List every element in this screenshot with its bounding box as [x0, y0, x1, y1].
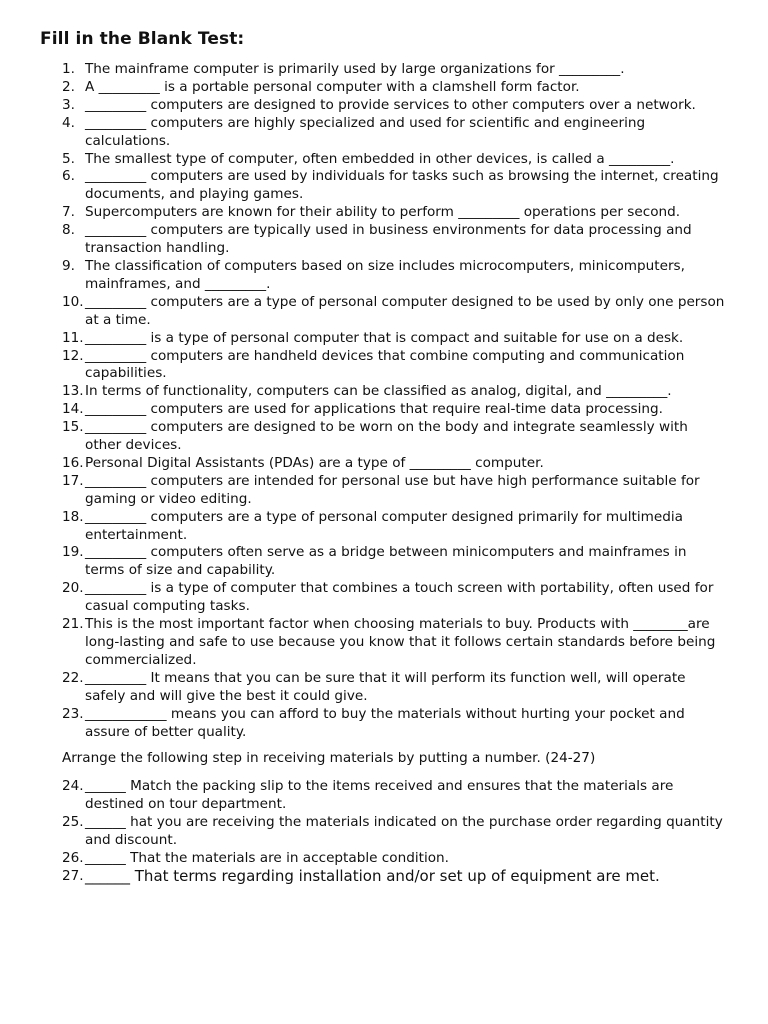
question-number: 3. — [62, 96, 75, 113]
question-number: 18. — [62, 508, 84, 525]
question-item — [0, 294, 768, 330]
step-item — [0, 778, 768, 814]
question-item — [0, 204, 768, 222]
question-text: This is the most important factor when choosing materials to buy. Products with ________are long-lasting and safe to use because you know that it follows certain standards before being commercialized. — [85, 616, 716, 668]
question-text: _________ computers are intended for personal use but have high performance suitable for gaming or video editing. — [85, 472, 700, 507]
question-number: 6. — [62, 168, 75, 185]
question-number: 21. — [62, 616, 84, 633]
question-number: 15. — [62, 419, 84, 436]
question-item — [0, 222, 768, 258]
question-item — [0, 330, 768, 348]
step-number: 24. — [62, 778, 84, 794]
question-item — [0, 509, 768, 545]
step-number: 27. — [62, 867, 84, 884]
question-item — [0, 544, 768, 580]
step-text: ______ That the materials are in acceptable condition. — [85, 849, 449, 866]
question-number: 5. — [62, 150, 75, 167]
page-title: Fill in the Blank Test: — [40, 29, 245, 49]
question-text: _________ computers are used for applications that require real-time data processing. — [85, 401, 663, 418]
question-number: 23. — [62, 705, 84, 722]
question-item — [0, 706, 768, 742]
question-text: Supercomputers are known for their ability to perform _________ operations per second. — [85, 204, 681, 221]
question-text: ____________ means you can afford to buy the materials without hurting your pocket and assure of better quality. — [85, 705, 685, 740]
question-text: _________ computers are a type of personal computer designed primarily for multimedia entertainment. — [85, 508, 684, 543]
step-item — [0, 868, 768, 887]
question-text: _________ It means that you can be sure that it will perform its function well, will operate safely and will give the best it could give. — [85, 669, 686, 704]
question-text: _________ computers are designed to be worn on the body and integrate seamlessly with other devices. — [85, 419, 688, 454]
question-text: _________ computers are a type of personal computer designed to be used by only one person at a time. — [85, 293, 725, 328]
question-item — [0, 401, 768, 419]
question-item — [0, 115, 768, 151]
step-number: 25. — [62, 813, 84, 830]
question-item — [0, 383, 768, 401]
question-item — [0, 61, 768, 79]
question-text: A _________ is a portable personal computer with a clamshell form factor. — [85, 78, 580, 95]
section-instruction: Arrange the following step in receiving materials by putting a number. (24-27) — [62, 750, 596, 766]
question-text: Personal Digital Assistants (PDAs) are a type of _________ computer. — [85, 454, 544, 471]
question-item — [0, 348, 768, 384]
question-number: 8. — [62, 222, 75, 239]
question-number: 11. — [62, 329, 84, 346]
step-item — [0, 814, 768, 850]
question-item — [0, 473, 768, 509]
question-text: _________ computers are handheld devices that combine computing and communication capabilities. — [85, 347, 685, 382]
question-number: 9. — [62, 257, 75, 274]
question-item — [0, 97, 768, 115]
question-item — [0, 258, 768, 294]
step-text: ______ That terms regarding installation and/or set up of equipment are met. — [85, 866, 660, 885]
step-number: 26. — [62, 849, 84, 866]
question-list — [0, 61, 768, 741]
question-item — [0, 151, 768, 169]
question-number: 2. — [62, 78, 75, 95]
question-number: 10. — [62, 293, 84, 310]
question-text: _________ is a type of computer that combines a touch screen with portability, often used for casual computing tasks. — [85, 580, 714, 615]
question-item — [0, 670, 768, 706]
question-text: _________ computers are highly specialized and used for scientific and engineering calculations. — [85, 114, 646, 149]
question-item — [0, 79, 768, 97]
question-text: The mainframe computer is primarily used by large organizations for _________. — [85, 61, 625, 77]
question-item — [0, 455, 768, 473]
question-text: The classification of computers based on size includes microcomputers, minicomputers, mainframes, and _________. — [85, 257, 685, 292]
question-item — [0, 616, 768, 670]
question-text: _________ computers are designed to provide services to other computers over a network. — [85, 96, 696, 113]
question-text: _________ is a type of personal computer that is compact and suitable for use on a desk. — [85, 329, 684, 346]
question-number: 19. — [62, 544, 84, 561]
question-text: _________ computers are typically used in business environments for data processing and transaction handling. — [85, 222, 692, 257]
question-number: 20. — [62, 580, 84, 597]
question-item — [0, 580, 768, 616]
question-item — [0, 168, 768, 204]
question-number: 14. — [62, 401, 84, 418]
question-number: 12. — [62, 347, 84, 364]
question-text: The smallest type of computer, often embedded in other devices, is called a _________. — [85, 150, 675, 167]
question-item — [0, 419, 768, 455]
question-number: 13. — [62, 383, 84, 400]
step-item — [0, 850, 768, 868]
step-text: ______ Match the packing slip to the items received and ensures that the materials are destined on tour department. — [85, 778, 674, 812]
question-number: 22. — [62, 669, 84, 686]
question-number: 7. — [62, 204, 75, 221]
step-text: ______ hat you are receiving the materials indicated on the purchase order regarding quantity and discount. — [85, 813, 723, 848]
step-list — [0, 778, 768, 886]
question-number: 16. — [62, 454, 84, 471]
question-text: _________ computers often serve as a bridge between minicomputers and mainframes in terms of size and capability. — [85, 544, 687, 579]
question-text: In terms of functionality, computers can be classified as analog, digital, and _________. — [85, 383, 672, 400]
question-number: 1. — [62, 61, 75, 77]
question-number: 17. — [62, 472, 84, 489]
question-number: 4. — [62, 114, 75, 131]
question-text: _________ computers are used by individuals for tasks such as browsing the internet, creating documents, and playing games. — [85, 168, 719, 203]
